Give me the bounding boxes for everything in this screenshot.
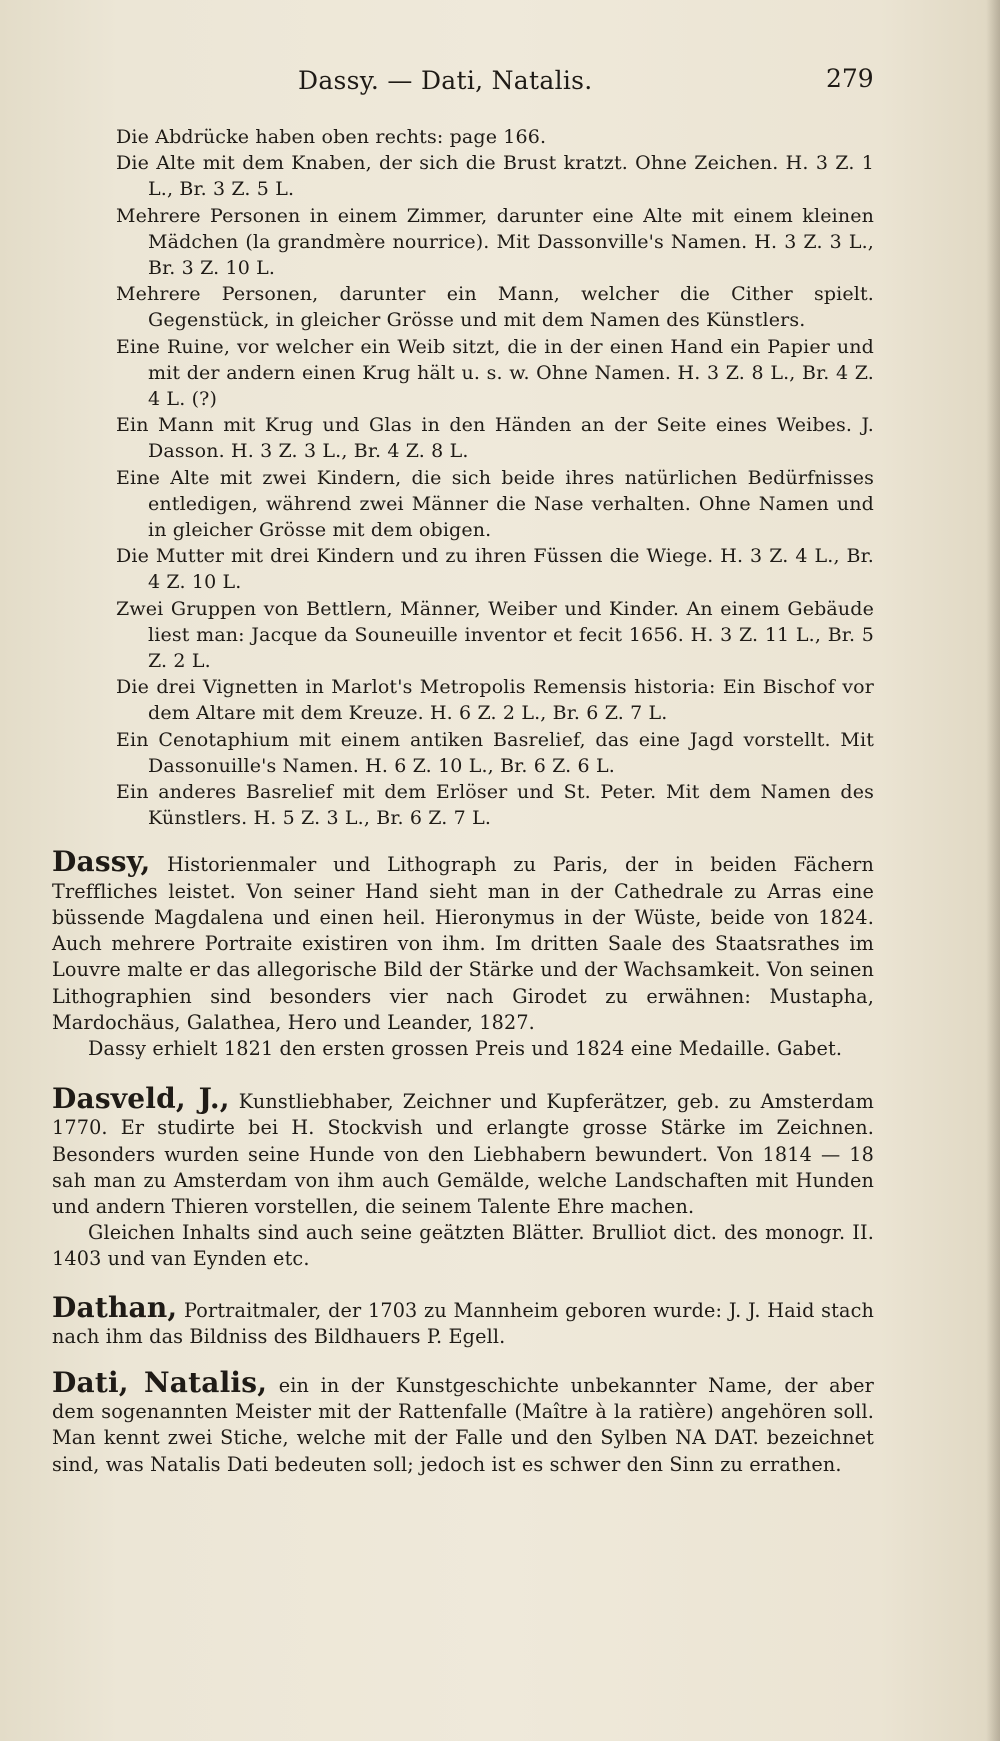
catalogue-entry: Mehrere Personen, darunter ein Mann, welcher die Cither spielt. Gegenstück, in gleicher Grösse und mit dem Namen des Künstlers. [116,283,874,332]
article-body [52,1290,874,1350]
headword: Dathan, [52,1290,178,1324]
catalogue-entry: Ein Cenotaphium mit einem antiken Basrelief, das eine Jagd vorstellt. Mit Dassonuille's Namen. H. 6 Z. 10 L., Br. 6 Z. 6 L. [116,728,874,777]
article-dathan [52,1290,874,1350]
catalogue-entries [116,124,874,831]
catalogue-entry: Die drei Vignetten in Marlot's Metropolis Remensis historia: Ein Bischof vor dem Altare mit dem Kreuze. H. 6 Z. 2 L., Br. 6 Z. 7 L. [116,676,874,725]
article-dassy [52,845,874,1062]
headword: Dassy, [52,845,151,879]
article-note: Dassy erhielt 1821 den ersten grossen Preis und 1824 eine Medaille. Gabet. [88,1036,843,1060]
catalogue-entry: Ein Mann mit Krug und Glas in den Händen an der Seite eines Weibes. J. Dasson. H. 3 Z. 3 L., Br. 4 Z. 8 L. [116,414,874,463]
catalogue-entry: Eine Alte mit zwei Kindern, die sich beide ihres natürlichen Bedürfnisses entledigen, während zwei Männer die Nase verhalten. Ohne Namen und in gleicher Grösse mit dem obigen. [116,466,874,542]
running-title: Dassy. — Dati, Natalis. [298,66,593,95]
page-number: 279 [826,64,874,93]
article-text: ein in der Kunstgeschichte unbekannter Name, der aber dem sogenannten Meister mit der Rattenfalle (Maître à la ratière) angehören soll. Man kennt zwei Stiche, welche mit der Falle und den Sylben NA DAT. bezeichnet sind, was Natalis Dati bedeuten soll; jedoch ist es schwer den Sinn zu errathen. [52,1373,874,1476]
page-header [0,60,1000,104]
catalogue-entry: Die Abdrücke haben oben rechts: page 166. [116,126,547,148]
article-text: Historienmaler und Lithograph zu Paris, der in beiden Fächern Treffliches leistet. Von seiner Hand sieht man in der Cathedrale zu Arras eine büssende Magdalena und einen heil. Hieronymus in der Wüste, beide von 1824. Auch mehrere Portraite existiren von ihm. Im dritten Saale des Staatsrathes im Louvre malte er das allegorische Bild der Stärke und der Wachsamkeit. Von seinen Lithographien sind besonders vier nach Girodet zu erwähnen: Mustapha, Mardochäus, Galathea, Hero und Leander, 1827. [52,853,874,1034]
catalogue-entry: Ein anderes Basrelief mit dem Erlöser und St. Peter. Mit dem Namen des Künstlers. H. 5 Z. 3 L., Br. 6 Z. 7 L. [116,781,874,830]
article-body [52,1082,874,1220]
headword: Dasveld, J., [52,1082,230,1116]
article-text: Portraitmaler, der 1703 zu Mannheim geboren wurde: J. J. Haid stach nach ihm das Bildniss des Bildhauers P. Egell. [52,1298,874,1348]
catalogue-entry: Eine Ruine, vor welcher ein Weib sitzt, die in der einen Hand ein Papier und mit der andern einen Krug hält u. s. w. Ohne Namen. H. 3 Z. 8 L., Br. 4 Z. 4 L. (?) [116,335,874,411]
catalogue-entry: Zwei Gruppen von Bettlern, Männer, Weiber und Kinder. An einem Gebäude liest man: Jacque da Souneuille inventor et fecit 1656. H. 3 Z. 11 L., Br. 5 Z. 2 L. [116,597,874,673]
article-body [52,1365,874,1478]
article-text: Kunstliebhaber, Zeichner und Kupferätzer, geb. zu Amsterdam 1770. Er studirte bei H. Stockvish und erlangte grosse Stärke im Zeichnen. Besonders wurden seine Hunde von den Liebhabern bewundert. Von 1814 — 18 sah man zu Amsterdam von ihm auch Gemälde, welche Landschaften mit Hunden und andern Thieren vorstellen, die seinem Talente Ehre machen. [52,1090,874,1218]
page-body [52,124,874,1478]
article-dasveld [52,1082,874,1272]
catalogue-entry: Die Mutter mit drei Kindern und zu ihren Füssen die Wiege. H. 3 Z. 4 L., Br. 4 Z. 10 L. [116,545,874,594]
article-dati [52,1365,874,1478]
page-edge-shadow [986,0,1000,1741]
headword: Dati, Natalis, [52,1365,268,1399]
article-note: Gleichen Inhalts sind auch seine geätzten Blätter. Brulliot dict. des monogr. II. 1403 und van Eynden etc. [52,1221,874,1271]
catalogue-entry: Mehrere Personen in einem Zimmer, darunter eine Alte mit einem kleinen Mädchen (la grandmère nourrice). Mit Dassonville's Namen. H. 3 Z. 3 L., Br. 3 Z. 10 L. [116,204,874,280]
catalogue-entry: Die Alte mit dem Knaben, der sich die Brust kratzt. Ohne Zeichen. H. 3 Z. 1 L., Br. 3 Z. 5 L. [116,152,874,201]
article-body [52,845,874,1035]
